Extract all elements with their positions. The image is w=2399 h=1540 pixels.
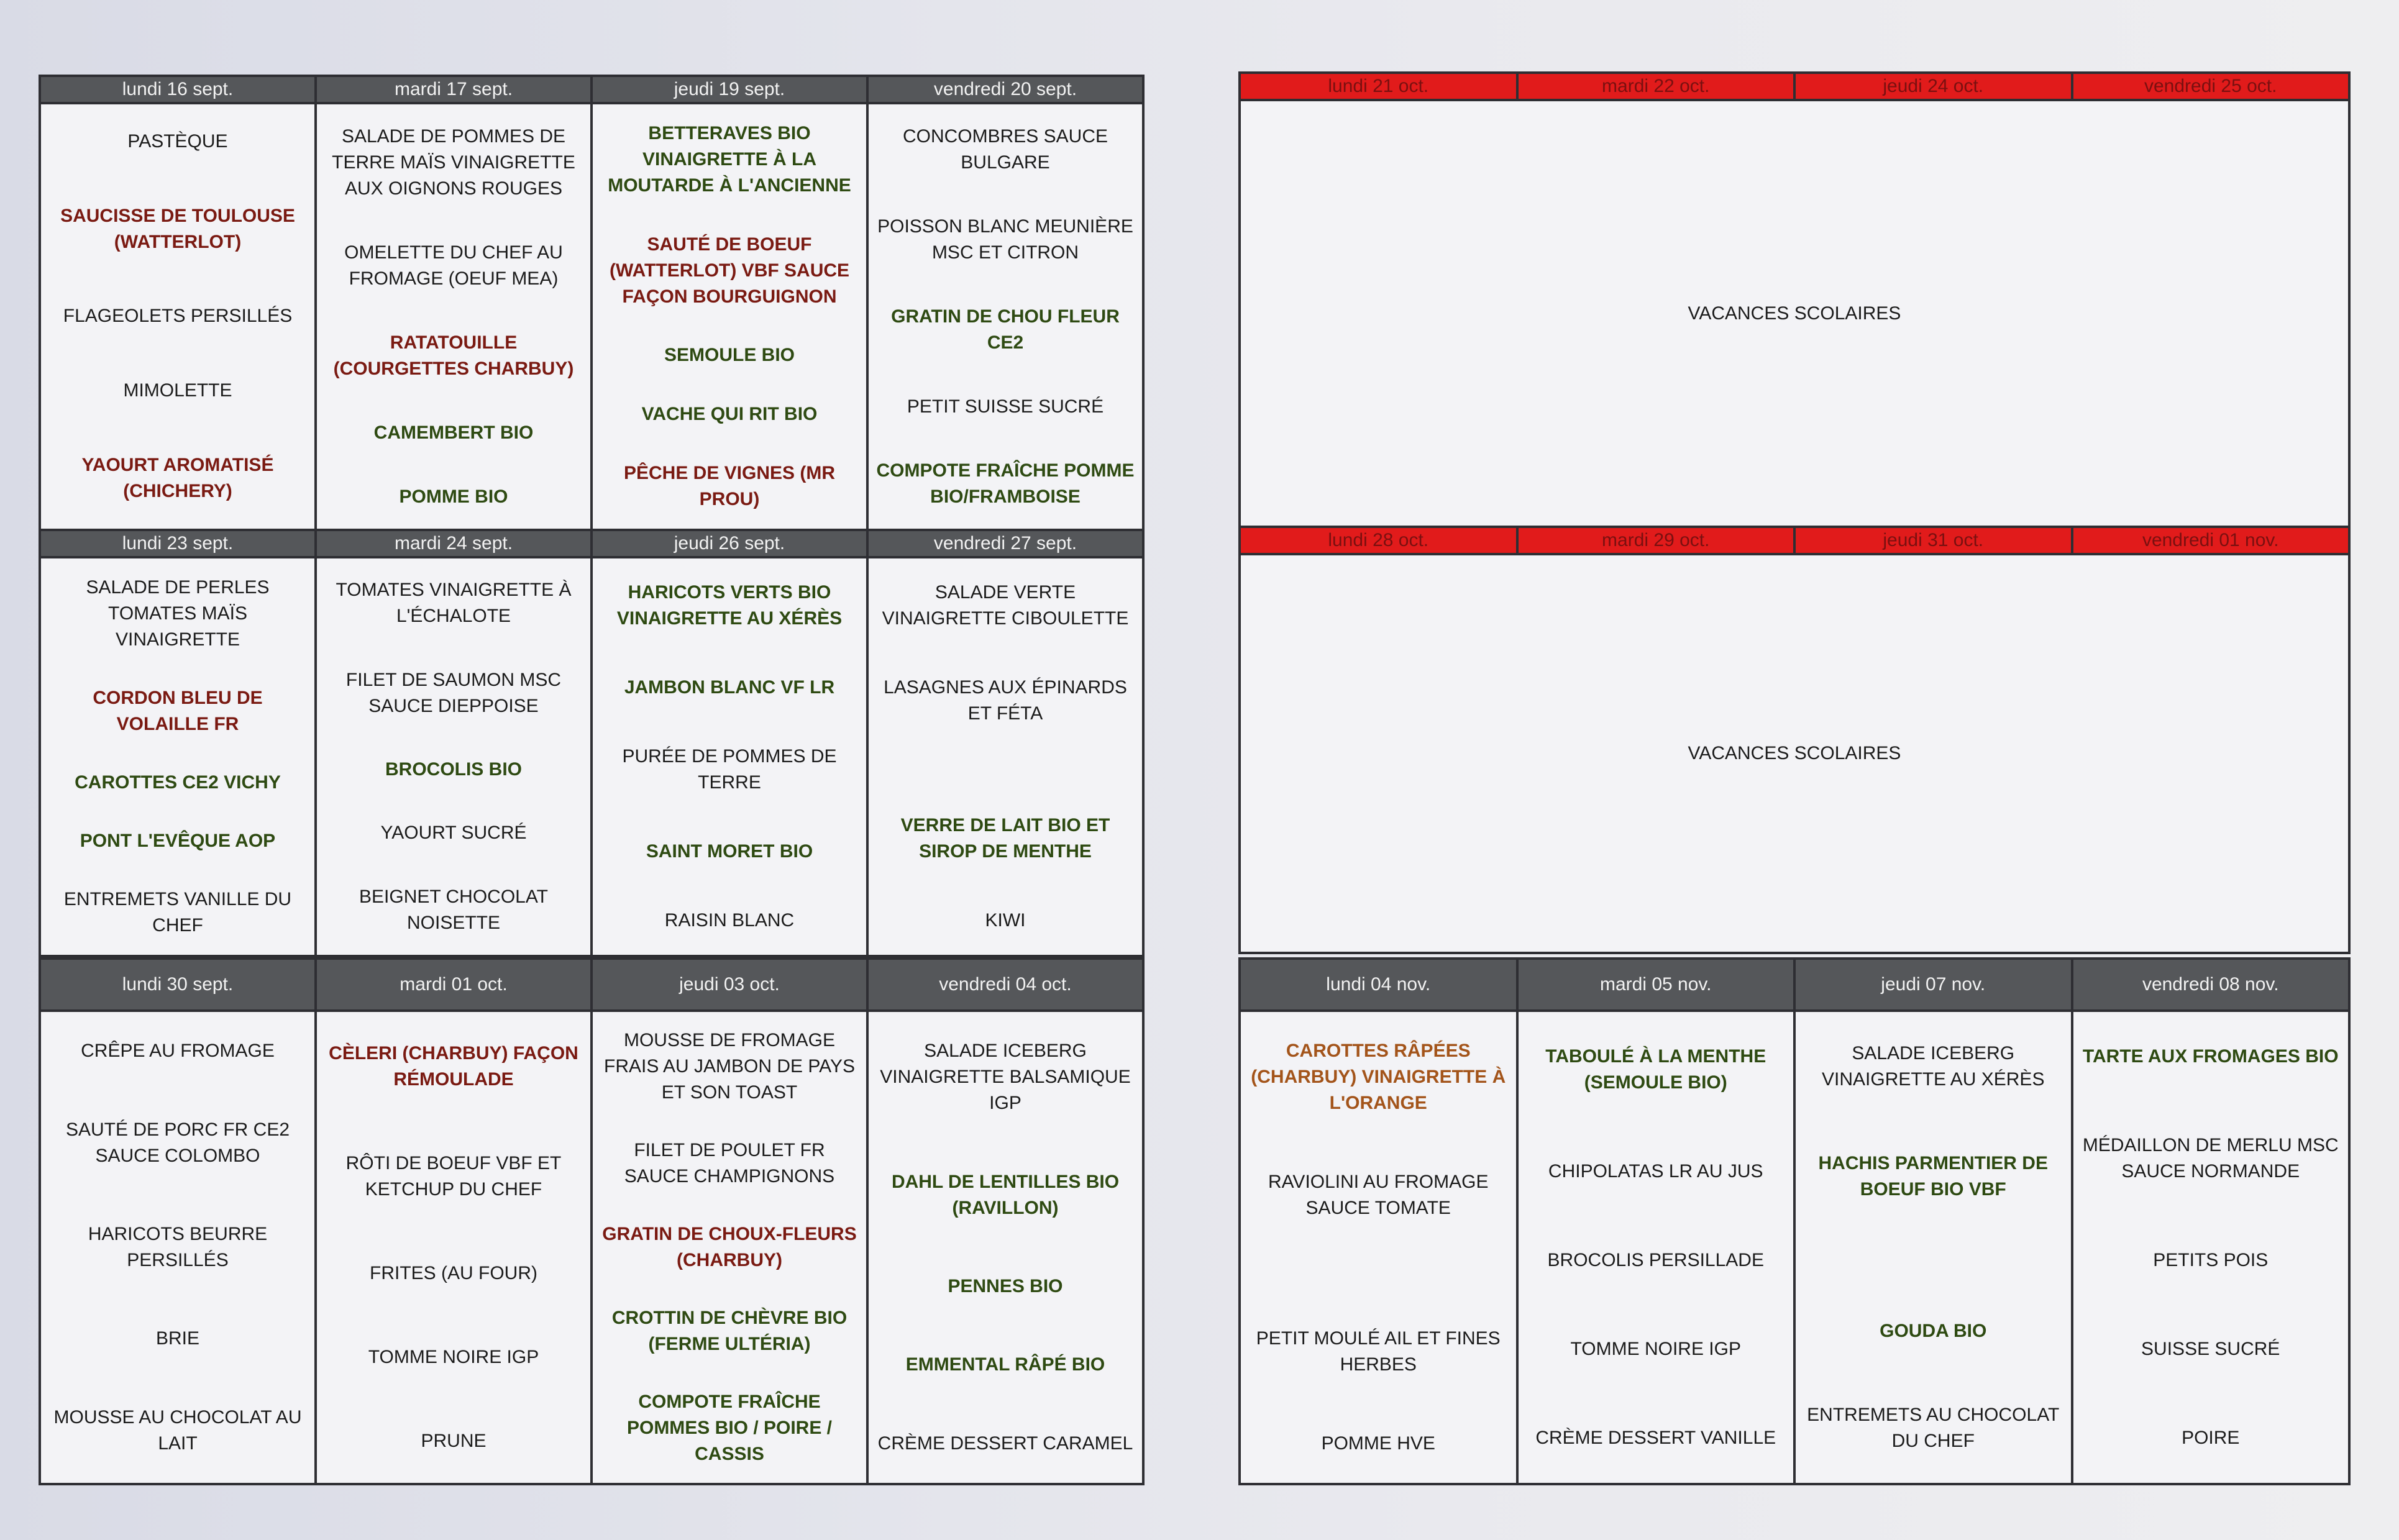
menu-week-2	[39, 529, 1145, 957]
dish-item: SALADE DE POMMES DE TERRE MAÏS VINAIGRETTE AUX OIGNONS ROUGES	[332, 125, 575, 199]
day-header: jeudi 24 oct.	[1794, 73, 2072, 100]
week-header	[40, 959, 1143, 1011]
dish-item: ENTREMETS AU CHOCOLAT DU CHEF	[1807, 1404, 2060, 1451]
vacation-label: VACANCES SCOLAIRES	[1240, 554, 2349, 953]
dish-item: BROCOLIS BIO	[385, 759, 522, 780]
dish-item: FILET DE SAUMON MSC SAUCE DIEPPOISE	[345, 669, 562, 716]
dish-item: PÊCHE DE VIGNES (MR PROU)	[623, 462, 836, 509]
dish-item: CHIPOLATAS LR AU JUS	[1548, 1160, 1763, 1182]
day-cell	[867, 103, 1143, 530]
day-header: vendredi 25 oct.	[2072, 73, 2350, 100]
dish-item: YAOURT SUCRÉ	[380, 822, 527, 844]
dish-item: POISSON BLANC MEUNIÈRE MSC ET CITRON	[877, 216, 1133, 263]
dish-item: RAISIN BLANC	[664, 909, 795, 931]
dish-item: PASTÈQUE	[127, 130, 228, 152]
dish-item: SALADE VERTE VINAIGRETTE CIBOULETTE	[882, 582, 1129, 629]
vacation-week-2	[1238, 526, 2351, 954]
dish-item: BETTERAVES BIO VINAIGRETTE À LA MOUTARDE À L'ANCIENNE	[608, 123, 851, 196]
dish-item: SALADE ICEBERG VINAIGRETTE BALSAMIQUE IGP	[880, 1041, 1131, 1114]
day-cell	[316, 103, 592, 530]
dish-item: HARICOTS VERTS BIO VINAIGRETTE AU XÉRÈS	[616, 582, 843, 629]
day-header: mardi 05 nov.	[1517, 959, 1795, 1011]
week-header	[40, 530, 1143, 557]
dish-item: MIMOLETTE	[123, 380, 232, 401]
dish-item: PURÉE DE POMMES DE TERRE	[622, 745, 837, 793]
dish-item: SAUTÉ DE PORC FR CE2 SAUCE COLOMBO	[65, 1119, 290, 1166]
day-header: jeudi 26 sept.	[592, 530, 867, 557]
dish-item: FLAGEOLETS PERSILLÉS	[63, 306, 293, 327]
dish-item: GRATIN DE CHOUX-FLEURS (CHARBUY)	[602, 1223, 857, 1270]
day-cell	[1794, 1011, 2072, 1484]
dish-item: JAMBON BLANC VF LR	[624, 677, 835, 698]
dish-item: TOMME NOIRE IGP	[368, 1346, 539, 1367]
dish-item: HACHIS PARMENTIER DE BOEUF BIO VBF	[1818, 1153, 2048, 1200]
day-header: lundi 21 oct.	[1240, 73, 1517, 100]
day-header: vendredi 01 nov.	[2072, 527, 2350, 554]
dish-item: COMPOTE FRAÎCHE POMME BIO/FRAMBOISE	[876, 460, 1135, 507]
dish-item: PETITS POIS	[2153, 1249, 2269, 1270]
dish-item: SALADE DE PERLES TOMATES MAÏS VINAIGRETTE	[86, 577, 270, 650]
dish-item: TOMATES VINAIGRETTE À L'ÉCHALOTE	[336, 580, 572, 627]
dish-item: PETIT MOULÉ AIL ET FINES HERBES	[1256, 1328, 1501, 1375]
dish-item: EMMENTAL RÂPÉ BIO	[905, 1354, 1105, 1375]
week-body	[1240, 1011, 2349, 1484]
week-body	[40, 1011, 1143, 1484]
dish-item: RÔTI DE BOEUF VBF ET KETCHUP DU CHEF	[345, 1153, 562, 1200]
week-body	[1240, 100, 2349, 527]
day-cell	[316, 1011, 592, 1484]
dish-item: FILET DE POULET FR SAUCE CHAMPIGNONS	[624, 1140, 835, 1187]
day-cell	[2072, 1011, 2350, 1484]
day-header: mardi 17 sept.	[316, 76, 592, 103]
week-body	[40, 557, 1143, 956]
right-menu-panel	[1238, 71, 2351, 1485]
week-header	[40, 76, 1143, 103]
week-header	[1240, 73, 2349, 100]
day-header: lundi 30 sept.	[40, 959, 316, 1011]
dish-item: CONCOMBRES SAUCE BULGARE	[902, 125, 1108, 173]
dish-item: CAMEMBERT BIO	[373, 422, 534, 443]
left-menu-panel	[39, 75, 1145, 1485]
dish-item: ENTREMETS VANILLE DU CHEF	[63, 889, 292, 936]
dish-item: PONT L'EVÊQUE AOP	[80, 831, 276, 851]
dish-item: DAHL DE LENTILLES BIO (RAVILLON)	[891, 1171, 1120, 1218]
dish-item: MOUSSE AU CHOCOLAT AU LAIT	[53, 1406, 302, 1454]
day-header: jeudi 19 sept.	[592, 76, 867, 103]
day-cell	[40, 1011, 316, 1484]
dish-item: HARICOTS BEURRE PERSILLÉS	[88, 1223, 268, 1270]
day-header: lundi 16 sept.	[40, 76, 316, 103]
day-header: vendredi 20 sept.	[867, 76, 1143, 103]
dish-item: GRATIN DE CHOU FLEUR CE2	[891, 306, 1120, 353]
dish-item: SALADE ICEBERG VINAIGRETTE AU XÉRÈS	[1822, 1043, 2045, 1090]
day-header: mardi 22 oct.	[1517, 73, 1795, 100]
vacation-label: VACANCES SCOLAIRES	[1240, 100, 2349, 527]
day-header: vendredi 08 nov.	[2072, 959, 2350, 1011]
dish-item: COMPOTE FRAÎCHE POMMES BIO / POIRE / CASSIS	[626, 1391, 833, 1464]
dish-item: OMELETTE DU CHEF AU FROMAGE (OEUF MEA)	[344, 242, 563, 289]
dish-item: CRÈME DESSERT CARAMEL	[877, 1433, 1133, 1454]
dish-item: YAOURT AROMATISÉ (CHICHERY)	[81, 455, 274, 502]
dish-item: SAINT MORET BIO	[646, 841, 813, 862]
day-header: jeudi 03 oct.	[592, 959, 867, 1011]
day-header: jeudi 07 nov.	[1794, 959, 2072, 1011]
day-header: lundi 23 sept.	[40, 530, 316, 557]
dish-item: GOUDA BIO	[1880, 1320, 1987, 1341]
dish-item: CROTTIN DE CHÈVRE BIO (FERME ULTÉRIA)	[611, 1307, 848, 1354]
day-cell	[1240, 1011, 1517, 1484]
day-header: lundi 28 oct.	[1240, 527, 1517, 554]
dish-item: SUISSE SUCRÉ	[2141, 1339, 2280, 1360]
dish-item: LASAGNES AUX ÉPINARDS ET FÉTA	[884, 677, 1127, 724]
dish-item: BEIGNET CHOCOLAT NOISETTE	[359, 886, 548, 933]
dish-item: POIRE	[2182, 1428, 2240, 1449]
dish-item: BRIE	[155, 1328, 200, 1349]
menu-week-3	[39, 957, 1145, 1485]
dish-item: POMME BIO	[399, 486, 508, 507]
menu-week-1	[39, 75, 1145, 531]
dish-item: CRÊPE AU FROMAGE	[81, 1041, 275, 1062]
dish-item: VERRE DE LAIT BIO ET SIROP DE MENTHE	[900, 814, 1110, 862]
dish-item: SEMOULE BIO	[664, 345, 795, 366]
dish-item: RATATOUILLE (COURGETTES CHARBUY)	[333, 332, 574, 379]
day-header: mardi 01 oct.	[316, 959, 592, 1011]
day-header: mardi 29 oct.	[1517, 527, 1795, 554]
day-header: vendredi 27 sept.	[867, 530, 1143, 557]
dish-item: MÉDAILLON DE MERLU MSC SAUCE NORMANDE	[2082, 1134, 2339, 1182]
dish-item: KIWI	[985, 909, 1026, 931]
dish-item: POMME HVE	[1321, 1433, 1435, 1454]
dish-item: PRUNE	[421, 1430, 487, 1451]
day-header: lundi 04 nov.	[1240, 959, 1517, 1011]
day-header: vendredi 04 oct.	[867, 959, 1143, 1011]
week-body	[1240, 554, 2349, 953]
dish-item: MOUSSE DE FROMAGE FRAIS AU JAMBON DE PAYS ET SON TOAST	[604, 1030, 855, 1103]
dish-item: SAUTÉ DE BOEUF (WATTERLOT) VBF SAUCE FAÇON BOURGUIGNON	[609, 234, 850, 307]
dish-item: TOMME NOIRE IGP	[1570, 1339, 1741, 1360]
dish-item: BROCOLIS PERSILLADE	[1547, 1249, 1764, 1270]
day-cell	[1517, 1011, 1795, 1484]
day-header: jeudi 31 oct.	[1794, 527, 2072, 554]
day-cell	[592, 1011, 867, 1484]
dish-item: PETIT SUISSE SUCRÉ	[907, 396, 1104, 417]
day-cell	[316, 557, 592, 956]
day-cell	[40, 557, 316, 956]
day-cell	[40, 103, 316, 530]
dish-item: CRÈME DESSERT VANILLE	[1535, 1428, 1776, 1449]
week-body	[40, 103, 1143, 530]
day-cell	[867, 557, 1143, 956]
dish-item: CORDON BLEU DE VOLAILLE FR	[93, 688, 263, 734]
dish-item: CÈLERI (CHARBUY) FAÇON RÉMOULADE	[329, 1043, 578, 1090]
day-cell	[592, 557, 867, 956]
dish-item: SAUCISSE DE TOULOUSE (WATTERLOT)	[60, 205, 295, 252]
dish-item: CAROTTES RÂPÉES (CHARBUY) VINAIGRETTE À L'ORANGE	[1251, 1041, 1506, 1114]
day-header: mardi 24 sept.	[316, 530, 592, 557]
week-header	[1240, 527, 2349, 554]
day-cell	[592, 103, 867, 530]
dish-item: TARTE AUX FROMAGES BIO	[2082, 1046, 2339, 1067]
dish-item: RAVIOLINI AU FROMAGE SAUCE TOMATE	[1268, 1171, 1489, 1218]
dish-item: TABOULÉ À LA MENTHE (SEMOULE BIO)	[1545, 1046, 1766, 1093]
menu-week-nov	[1238, 957, 2351, 1485]
day-cell	[867, 1011, 1143, 1484]
dish-item: PENNES BIO	[948, 1275, 1063, 1296]
dish-item: VACHE QUI RIT BIO	[641, 404, 818, 425]
week-header	[1240, 959, 2349, 1011]
vacation-week-1	[1238, 71, 2351, 528]
dish-item: FRITES (AU FOUR)	[370, 1262, 537, 1283]
dish-item: CAROTTES CE2 VICHY	[75, 772, 281, 793]
